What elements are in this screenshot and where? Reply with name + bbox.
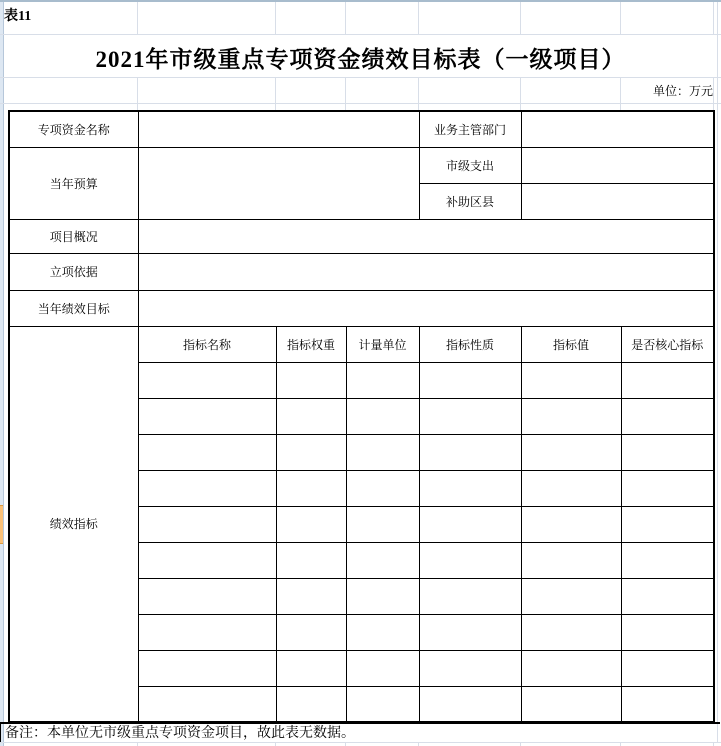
gridline-v — [275, 2, 276, 34]
subsidy-label: 补助区县 — [419, 183, 521, 219]
grid-cell[interactable] — [138, 470, 276, 506]
grid-cell[interactable] — [521, 398, 621, 434]
grid-cell[interactable] — [276, 362, 346, 398]
gridline-v — [520, 742, 521, 746]
grid-cell[interactable] — [419, 650, 521, 686]
grid-cell[interactable] — [138, 362, 276, 398]
grid-cell[interactable] — [621, 542, 714, 578]
dept-label: 业务主管部门 — [419, 111, 521, 147]
grid-cell[interactable] — [276, 650, 346, 686]
grid-cell[interactable] — [346, 434, 419, 470]
subsidy-cell[interactable] — [521, 183, 714, 219]
grid-cell[interactable] — [276, 542, 346, 578]
grid-cell[interactable] — [138, 398, 276, 434]
grid-cell[interactable] — [621, 362, 714, 398]
grid-cell[interactable] — [138, 506, 276, 542]
grid-cell[interactable] — [521, 434, 621, 470]
performance-target-table — [8, 110, 715, 723]
indicator-col-core: 是否核心指标 — [621, 326, 714, 362]
grid-cell[interactable] — [521, 686, 621, 722]
grid-cell[interactable] — [521, 650, 621, 686]
remark-note: 备注：本单位无市级重点专项资金项目，故此表无数据。 — [0, 722, 720, 742]
fund-name-label: 专项资金名称 — [9, 111, 138, 147]
indicator-col-name: 指标名称 — [138, 326, 276, 362]
grid-cell[interactable] — [346, 614, 419, 650]
indicators-section-label: 绩效指标 — [9, 326, 138, 722]
sheet-label: 表11 — [4, 9, 32, 24]
row-header-sliver — [0, 2, 4, 746]
fund-name-cell[interactable] — [138, 111, 419, 147]
grid-cell[interactable] — [138, 686, 276, 722]
grid-cell[interactable] — [621, 470, 714, 506]
page-title: 2021年市级重点专项资金绩效目标表（一级项目） — [95, 47, 626, 72]
grid-cell[interactable] — [276, 470, 346, 506]
window-top-edge — [0, 0, 721, 2]
gridline-v — [713, 77, 714, 110]
city-expense-cell[interactable] — [521, 147, 714, 183]
grid-cell[interactable] — [138, 578, 276, 614]
gridline-v — [345, 2, 346, 34]
grid-cell[interactable] — [621, 650, 714, 686]
grid-cell[interactable] — [419, 578, 521, 614]
grid-cell[interactable] — [419, 434, 521, 470]
grid-cell[interactable] — [138, 650, 276, 686]
budget-label: 当年预算 — [9, 147, 138, 219]
grid-cell[interactable] — [346, 686, 419, 722]
grid-cell[interactable] — [346, 470, 419, 506]
grid-cell[interactable] — [621, 686, 714, 722]
gridline-v — [418, 2, 419, 34]
grid-cell[interactable] — [346, 398, 419, 434]
grid-cell[interactable] — [346, 578, 419, 614]
dept-cell[interactable] — [521, 111, 714, 147]
basis-cell[interactable] — [138, 253, 714, 290]
grid-cell[interactable] — [419, 614, 521, 650]
gridline-v — [713, 2, 714, 34]
gridline-v — [137, 77, 138, 110]
grid-cell[interactable] — [521, 362, 621, 398]
gridline-v — [275, 77, 276, 110]
grid-cell[interactable] — [419, 470, 521, 506]
gridline-v — [345, 77, 346, 110]
gridline-v — [620, 2, 621, 34]
grid-cell[interactable] — [276, 398, 346, 434]
gridline-h — [0, 34, 721, 35]
grid-cell[interactable] — [419, 686, 521, 722]
gridline-h — [0, 103, 721, 104]
budget-cell[interactable] — [138, 147, 419, 219]
indicator-col-unit: 计量单位 — [346, 326, 419, 362]
grid-cell[interactable] — [138, 434, 276, 470]
annual-target-cell[interactable] — [138, 290, 714, 326]
grid-cell[interactable] — [621, 614, 714, 650]
city-expense-label: 市级支出 — [419, 147, 521, 183]
overview-cell[interactable] — [138, 219, 714, 253]
grid-cell[interactable] — [276, 434, 346, 470]
grid-cell[interactable] — [346, 650, 419, 686]
gridline-v — [620, 742, 621, 746]
grid-cell[interactable] — [521, 578, 621, 614]
indicator-col-nature: 指标性质 — [419, 326, 521, 362]
overview-label: 项目概况 — [9, 219, 138, 253]
grid-cell[interactable] — [419, 398, 521, 434]
grid-cell[interactable] — [276, 506, 346, 542]
grid-cell[interactable] — [419, 362, 521, 398]
gridline-v — [713, 742, 714, 746]
gridline-v — [137, 2, 138, 34]
unit-note: 单位：万元 — [652, 84, 713, 98]
grid-cell[interactable] — [621, 434, 714, 470]
grid-cell[interactable] — [276, 578, 346, 614]
indicator-col-value: 指标值 — [521, 326, 621, 362]
grid-cell[interactable] — [621, 398, 714, 434]
grid-cell[interactable] — [138, 542, 276, 578]
grid-cell[interactable] — [621, 578, 714, 614]
grid-cell[interactable] — [346, 506, 419, 542]
grid-cell[interactable] — [521, 506, 621, 542]
grid-cell[interactable] — [521, 470, 621, 506]
grid-cell[interactable] — [276, 686, 346, 722]
grid-cell[interactable] — [138, 614, 276, 650]
indicator-col-weight: 指标权重 — [276, 326, 346, 362]
gridline-v — [520, 2, 521, 34]
grid-cell[interactable] — [346, 362, 419, 398]
grid-cell[interactable] — [346, 542, 419, 578]
gridline-h — [0, 77, 721, 78]
gridline-v — [717, 2, 718, 742]
selected-row-marker — [0, 505, 3, 544]
grid-cell[interactable] — [419, 506, 521, 542]
gridline-v — [418, 742, 419, 746]
basis-label: 立项依据 — [9, 253, 138, 290]
grid-cell[interactable] — [276, 614, 346, 650]
grid-cell[interactable] — [521, 614, 621, 650]
grid-cell[interactable] — [419, 542, 521, 578]
annual-target-label: 当年绩效目标 — [9, 290, 138, 326]
grid-cell[interactable] — [621, 506, 714, 542]
grid-cell[interactable] — [521, 542, 621, 578]
